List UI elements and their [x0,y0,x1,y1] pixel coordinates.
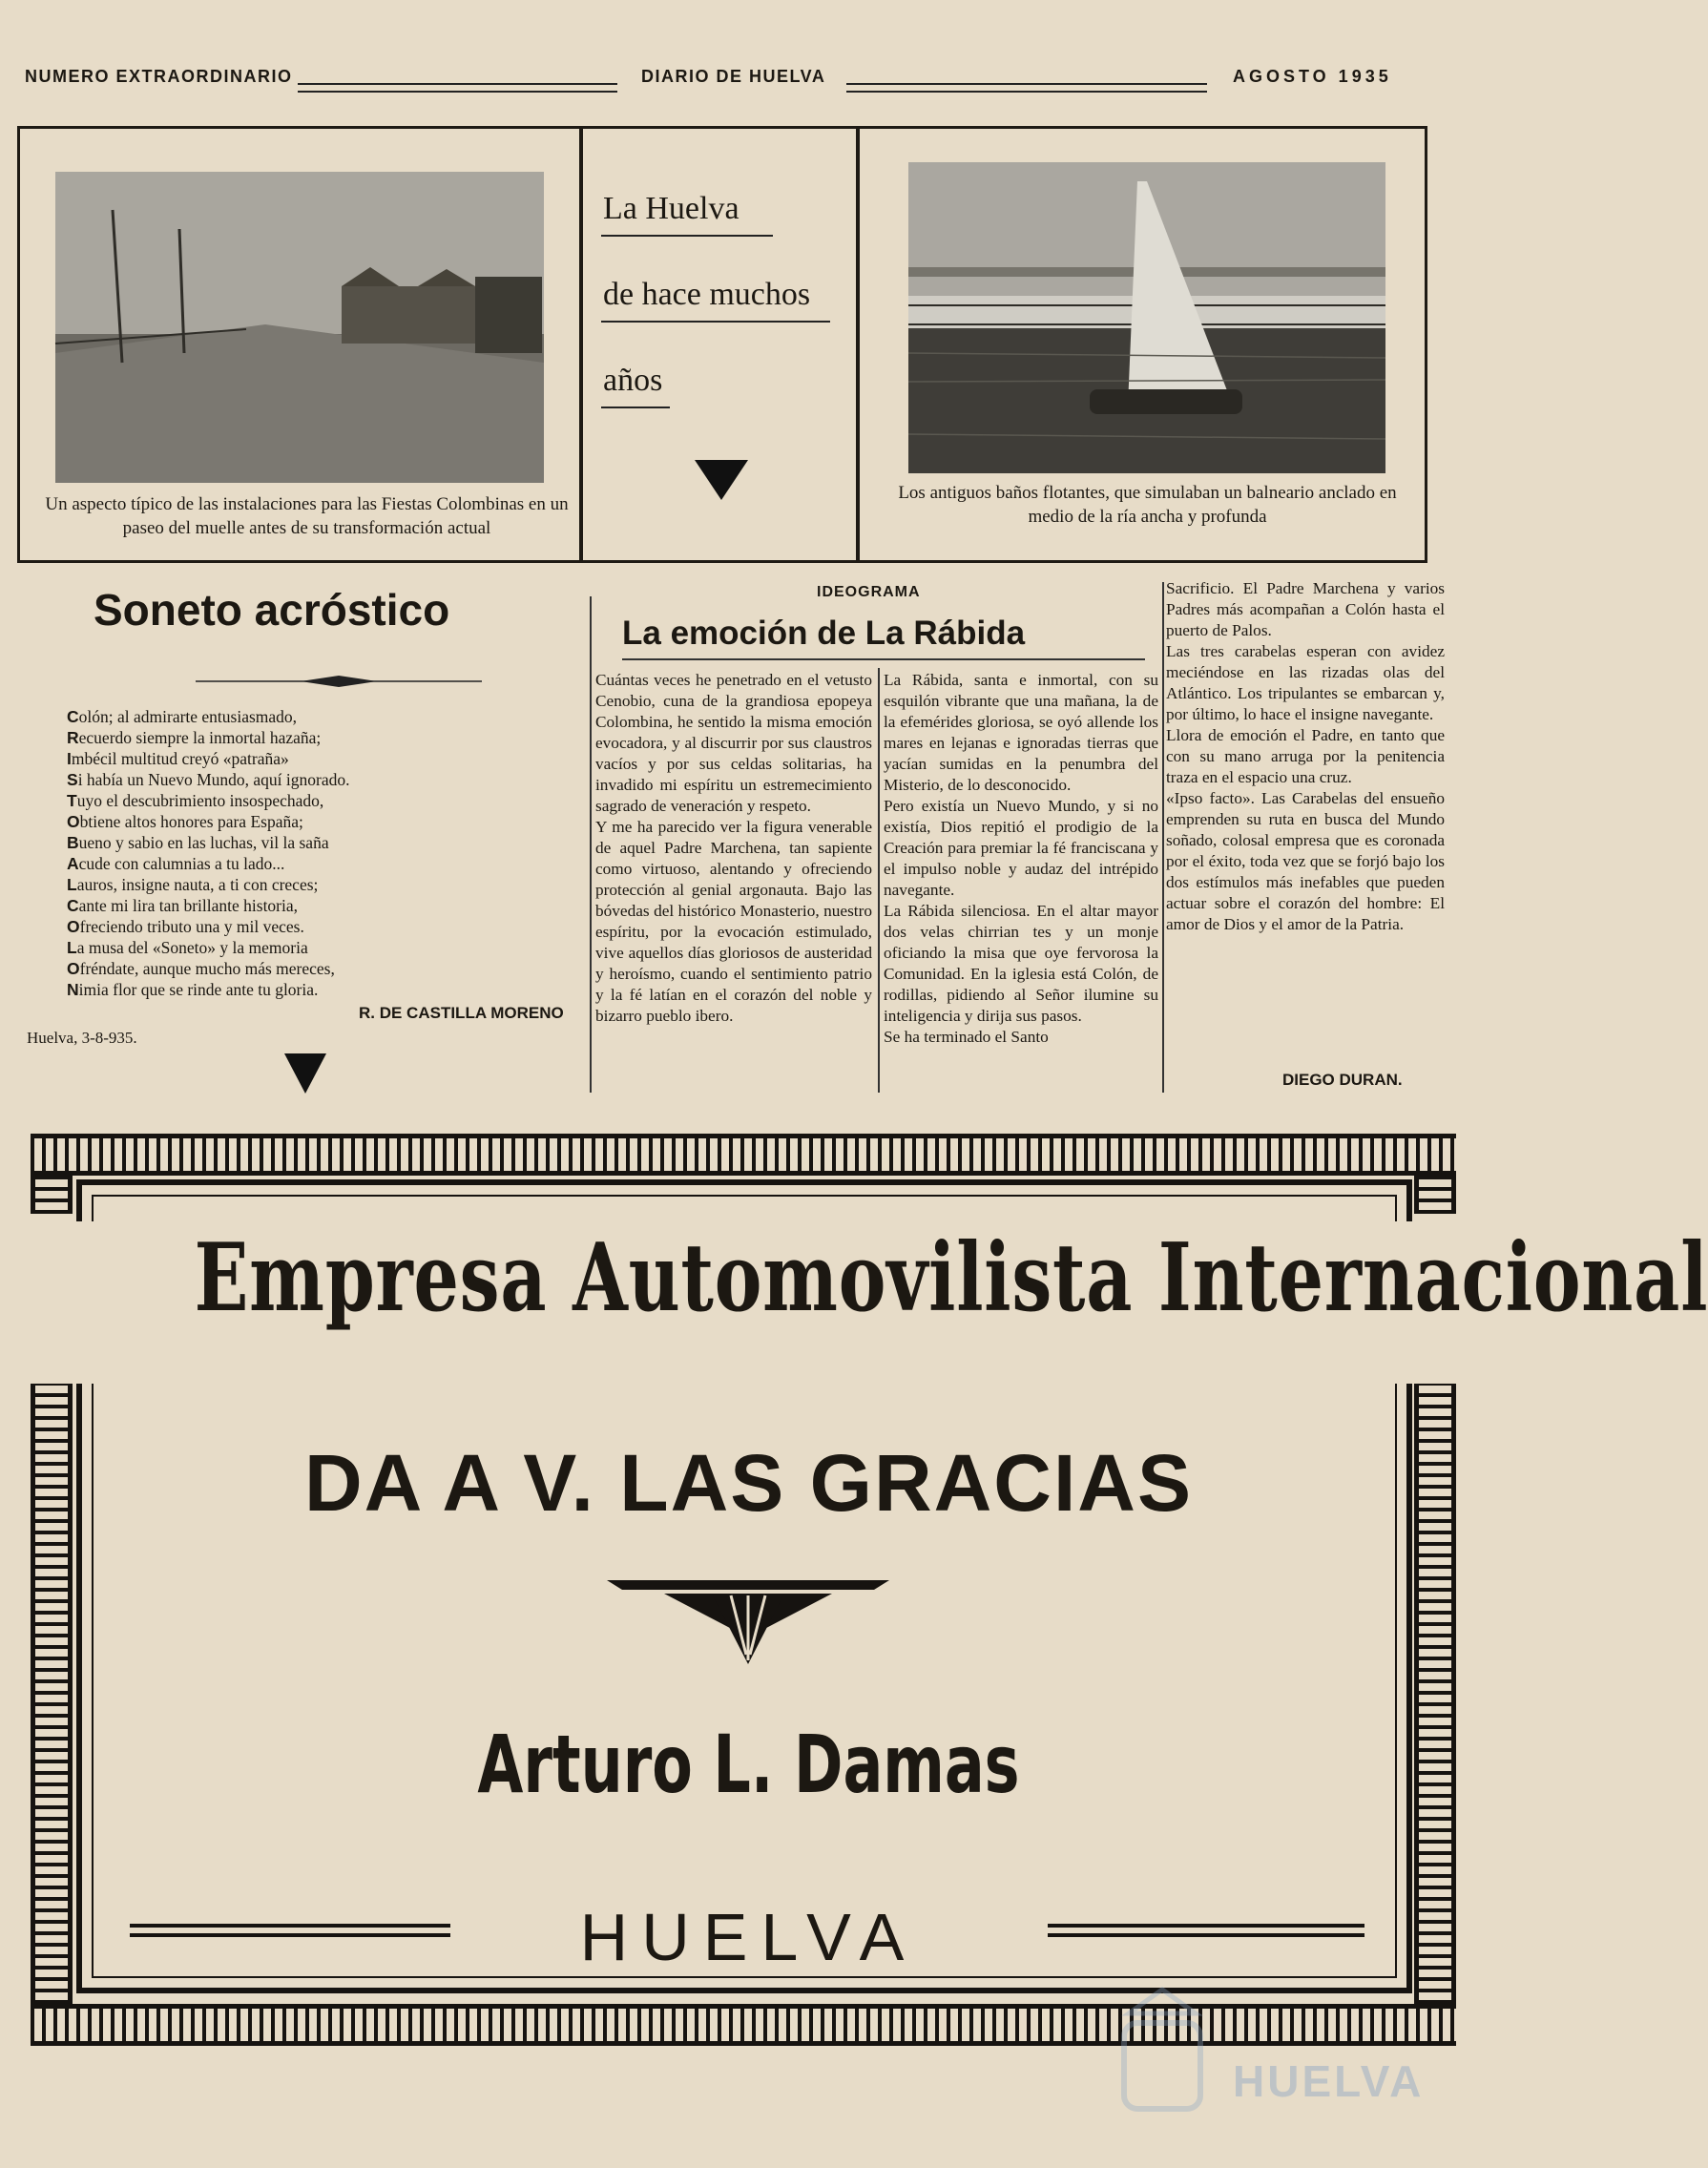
ornament-divider-icon [196,674,482,689]
poem-line: Tuyo el descubrimiento insospechado, [67,791,324,810]
column-separator [590,596,592,1093]
header-left: NUMERO EXTRAORDINARIO [25,67,293,86]
photo-banos-flotantes [908,162,1385,473]
band-title-line-2: de hace muchos [603,277,811,312]
header-right: AGOSTO 1935 [1233,67,1392,86]
ad-city: HUELVA [579,1900,918,1974]
soneto-author: R. DE CASTILLA MORENO [359,1004,564,1022]
band-divider-right [856,126,860,563]
article-kicker: IDEOGRAMA [817,584,921,600]
ad-border-right-top [1414,1176,1456,1214]
poem-line: Bueno y sabio en las luchas, vil la saña [67,833,329,852]
photo-fiestas-muelle [55,172,544,483]
header-rule-left [298,83,617,93]
band-divider-left [579,126,583,563]
article-title: La emoción de La Rábida [622,615,1026,652]
poem-line: Recuerdo siempre la inmortal hazaña; [67,728,322,747]
ad-border-bottom [31,2004,1456,2046]
ad-thanks: DA A V. LAS GRACIAS [304,1438,1193,1528]
watermark-text: HUELVA [1233,2056,1425,2106]
article-title-rule [622,658,1145,660]
soneto-dateline: Huelva, 3-8-935. [27,1029,137,1047]
poem-line: Obtiene altos honores para España; [67,812,303,831]
ad-border-left-top [31,1176,73,1214]
soneto-poem [67,706,582,1000]
article-column-2: La Rábida, santa e inmortal, con su esquilón vibrante que una mañana, la de la efemérides gloriosa, se oyó allende los mares en lejanas e ignoradas tierras que yacían sumidas en la penumbra del Misterio, de lo desconocido. Pero existía un Nuevo Mundo, y si no existía, Dios repitió el prodigio de la Creación para premiar la fé franciscana y el impulso noble y audaz del intrépido navegante. La Rábida silenciosa. En el altar mayor dos velas chirrian tes y un monje oficiando la misa que oye fervorosa la Comunidad. En la iglesia está Colón, de rodillas, pidiendo al Señor ilumine su inteligencia y dirija sus pasos. Se ha terminado el Santo [884,671,1158,1046]
fan-ornament-icon [607,1580,889,1666]
ad-company-name: Empresa Automovilista Internacional [194,1223,1708,1333]
poem-line: Ofréndate, aunque mucho más mereces, [67,959,335,978]
article-column-1: Cuántas veces he penetrado en el vetusto Cenobio, cuna de la grandiosa epopeya Colombina, he sentido la misma emoción evocadora, y al discurrir por sus claustros vacíos y por sus celdas solitarias, ha invadido mi espíritu un estremecimiento sagrado de veneración y respeto. Y me ha parecido ver la figura venerable de aquel Padre Marchena, tan sapiente como virtuoso, alentando y ofreciendo protección al genial argonauta. Bajo las bóvedas del histórico Monasterio, nuestro espíritu, por la evocación estimulado, vive aquellos días gloriosos de austeridad y heroísmo, cuando el sentimiento patrio y la fé latían en el corazón del noble y bizarro pueblo ibero. [595,671,872,1025]
band-title-line-3: años [603,363,663,398]
header-rule-right [846,83,1207,93]
ad-owner: Arturo L. Damas [477,1718,1020,1811]
poem-line: Nimia flor que se rinde ante tu gloria. [67,980,319,999]
article-author: DIEGO DURAN. [1282,1071,1403,1089]
down-triangle-icon [695,460,748,500]
caption-left: Un aspecto típico de las instalaciones para las Fiestas Colombinas en un paseo del muelle antes de su transformación actual [45,494,569,538]
poem-line: La musa del «Soneto» y la memoria [67,938,308,957]
header-center: DIARIO DE HUELVA [641,67,826,86]
caption-right: Los antiguos baños flotantes, que simulaban un balneario anclado en medio de la ría ancha y profunda [898,483,1397,527]
article-column-3: Sacrificio. El Padre Marchena y varios Padres más acompañan a Colón hasta el puerto de Palos. Las tres carabelas esperan con avidez meciéndose en las rizadas olas del Atlántico. Los tripulantes se embarcan y, por último, lo hace el insigne navegante. Llora de emoción el Padre, en tanto que con su mano arruga por la penitencia traza en el espacio una cruz. «Ipso facto». Las Carabelas del ensueño emprenden su ruta en busca del Mundo soñado, colosal empresa que es coronada por el éxito, toda vez que se forjó bajo los dos estímulos más inefables que pueden actuar sobre el corazón del hombre: El amor de Dios y el amor de la Patria. [1166,579,1445,933]
poem-line: Lauros, insigne nauta, a ti con creces; [67,875,319,894]
ad-border-top [31,1134,1456,1176]
poem-line: Ofreciendo tributo una y mil veces. [67,917,304,936]
poem-line: Cante mi lira tan brillante historia, [67,896,299,915]
poem-line: Acude con calumnias a tu lado... [67,854,285,873]
poem-line: Si había un Nuevo Mundo, aquí ignorado. [67,770,350,789]
down-triangle-icon-soneto [284,1053,326,1094]
band-title-line-1: La Huelva [603,191,739,226]
column-separator [878,668,880,1093]
column-separator [1162,582,1164,1093]
band-title-underline-1 [601,235,773,237]
poem-line: Imbécil multitud creyó «patraña» [67,749,289,768]
soneto-title: Soneto acróstico [94,585,450,635]
band-title-underline-3 [601,406,670,408]
poem-line: Colón; al admirarte entusiasmado, [67,707,298,726]
library-crest-icon [1114,1985,1210,2118]
band-title-underline-2 [601,321,830,323]
ad-double-bar-right [1048,1924,1364,1937]
